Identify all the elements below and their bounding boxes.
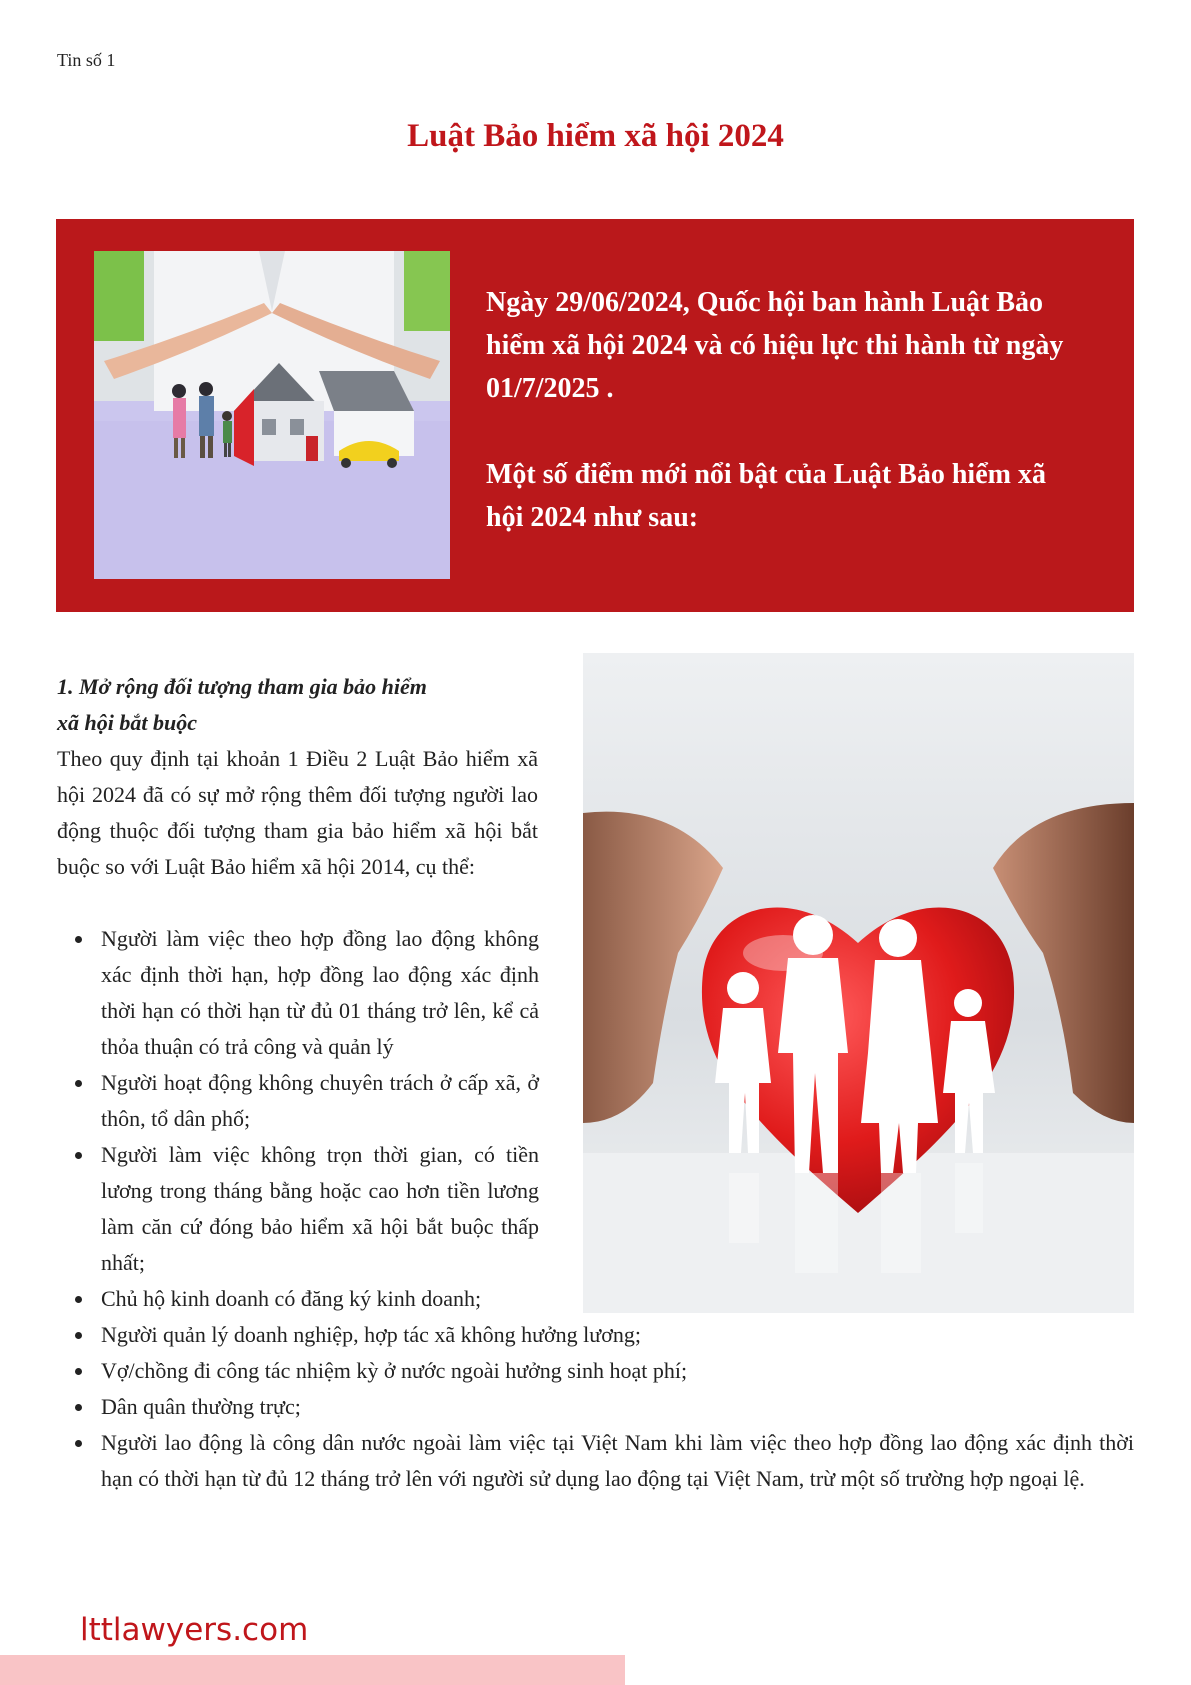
hero-paragraph-2: Một số điểm mới nổi bật của Luật Bảo hiểm xã hội 2024 như sau: [486,459,1046,533]
section-heading [57,669,497,741]
list-item: Vợ/chồng đi công tác nhiệm kỳ ở nước ngoài hưởng sinh hoạt phí; [57,1353,1134,1389]
heart-photo [583,653,1134,1313]
list-item: Người làm việc không trọn thời gian, có tiền lương trong tháng bằng hoặc cao hơn tiền lương làm căn cứ đóng bảo hiểm xã hội bắt buộc thấp nhất; [57,1137,539,1281]
hero-paragraph-1: Ngày 29/06/2024, Quốc hội ban hành Luật Bảo hiểm xã hội 2024 và có hiệu lực thi hành từ ngày 01/7/2025 . [486,287,1064,404]
list-item: Người làm việc theo hợp đồng lao động không xác định thời hạn, hợp đồng lao động xác định thời hạn có thời hạn từ đủ 01 tháng trở lên, kể cả thỏa thuận có trả công và quản lý [57,921,539,1065]
hero-banner [56,219,1134,612]
list-item: Dân quân thường trực; [57,1389,1134,1425]
issue-label: Tin số 1 [57,50,116,70]
list-item: Người quản lý doanh nghiệp, hợp tác xã không hưởng lương; [57,1317,1134,1353]
hero-text [486,281,1086,539]
intro-paragraph: Theo quy định tại khoản 1 Điều 2 Luật Bảo hiểm xã hội 2024 đã có sự mở rộng thêm đối tượng người lao động thuộc đối tượng tham gia bảo hiểm xã hội bắt buộc so với Luật Bảo hiểm xã hội 2014, cụ thể: [57,746,538,879]
list-item: Chủ hộ kinh doanh có đăng ký kinh doanh; [57,1281,1134,1317]
page-title: Luật Bảo hiểm xã hội 2024 [407,118,784,154]
site-name[interactable]: lttlawyers.com [80,1612,309,1648]
list-item: Người hoạt động không chuyên trách ở cấp xã, ở thôn, tổ dân phố; [57,1065,539,1137]
footer-bar [0,1655,625,1685]
section-heading-line-1: 1. Mở rộng đối tượng tham gia bảo hiểm [57,674,427,699]
section-heading-line-2: xã hội bắt buộc [57,710,197,735]
hero-photo [94,251,450,579]
list-item: Người lao động là công dân nước ngoài làm việc tại Việt Nam khi làm việc theo hợp đồng lao động xác định thời hạn có thời hạn từ đủ 12 tháng trở lên với người sử dụng lao động tại Việt Nam, trừ một số trường hợp ngoại lệ. [57,1425,1134,1497]
